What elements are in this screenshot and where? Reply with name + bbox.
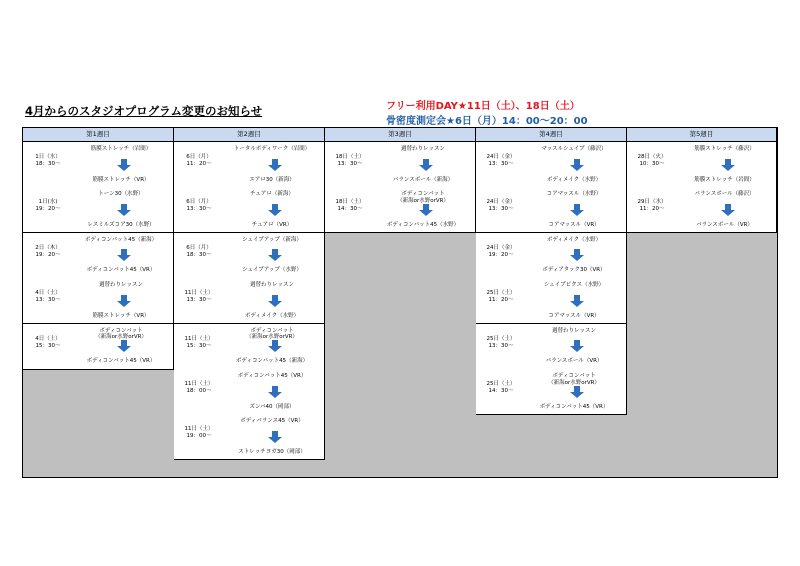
week-header: 第1週目	[23, 128, 174, 142]
entry-date: 18日（土） 14：30～	[335, 199, 365, 213]
entry-date: 25日（土） 14：30～	[486, 381, 516, 394]
free-day-notice: フリー利用DAY★11日（土）、18日（土）	[386, 101, 580, 112]
schedule-entry	[627, 142, 777, 188]
program-before: 筋膜ストレッチ（岩間）	[90, 146, 152, 152]
arrow-down-icon	[721, 204, 735, 216]
schedule-entry	[23, 278, 174, 324]
schedule-entry	[174, 414, 325, 460]
schedule-entry	[174, 142, 325, 188]
program-after: ボディコンバット45（新海）	[235, 358, 309, 365]
entry-date: 29日（水） 11：20～	[637, 199, 667, 213]
arrow-down-icon	[268, 249, 282, 261]
program-after: ストレッチヨガ30（岡部）	[238, 448, 306, 455]
arrow-down-icon	[117, 295, 131, 307]
entry-date: 28日（火） 10：30～	[637, 154, 667, 167]
arrow-down-icon	[570, 204, 584, 216]
arrow-down-icon	[268, 431, 282, 443]
entry-date: 4日（土） 15：30～	[35, 335, 61, 349]
program-after: バランスボール（VR）	[696, 221, 753, 228]
arrow-down-icon	[570, 386, 584, 398]
page-title: 4月からのスタジオプログラム変更のお知らせ	[25, 104, 263, 118]
entry-date: 4日（土） 13：30～	[35, 290, 61, 304]
program-before: ボディコンバット45（VR）	[237, 373, 307, 379]
program-before: 筋膜ストレッチ（藤沢）	[694, 146, 755, 152]
arrow-down-icon	[419, 159, 433, 171]
program-before: 週替わりレッスン	[250, 282, 294, 289]
program-after: ボディメイク（水野）	[546, 176, 602, 183]
program-after: ボディメイク（水野）	[244, 312, 300, 319]
arrow-down-icon	[117, 159, 131, 171]
program-after: ボディコンバット45（水野）	[386, 221, 460, 228]
schedule-grid	[22, 127, 778, 478]
program-after: チュアロ（VR）	[251, 221, 293, 228]
program-before: マッスルシェイプ（藤沢）	[541, 146, 607, 152]
schedule-entry	[476, 278, 627, 324]
entry-date: 1日（水） 18：30～	[35, 154, 61, 167]
arrow-down-icon	[419, 204, 433, 216]
entry-date: 2日（木） 19：20～	[35, 244, 61, 258]
schedule-entry	[23, 233, 174, 279]
program-after: バランスボール（新海）	[392, 176, 454, 183]
bone-density-notice: 骨密度測定会★6日（月）14：00～20：00	[386, 116, 588, 127]
arrow-down-icon	[117, 204, 131, 216]
week-header: 第4週目	[476, 128, 627, 142]
program-after: ボディアタック30（VR）	[542, 267, 606, 274]
arrow-down-icon	[570, 340, 584, 352]
schedule-entry	[23, 142, 174, 188]
entry-date: 11日（土） 13：30～	[184, 290, 214, 304]
schedule-entry	[627, 187, 777, 233]
program-before: 週替わりレッスン	[99, 282, 143, 289]
schedule-entry	[23, 324, 174, 370]
arrow-down-icon	[570, 159, 584, 171]
entry-date: 1日(水) 19：20～	[35, 199, 61, 213]
arrow-down-icon	[570, 295, 584, 307]
schedule-entry	[23, 187, 174, 233]
schedule-entry	[174, 369, 325, 415]
program-before: ボディメイク（水野）	[546, 236, 602, 243]
entry-date: 25日（土） 13：30～	[486, 335, 516, 349]
arrow-down-icon	[570, 249, 584, 261]
entry-date: 24日（金） 13：30～	[486, 199, 516, 213]
schedule-entry	[325, 187, 476, 233]
entry-date: 18日（土） 13：30～	[335, 154, 365, 167]
program-after: ボディコンバット45（VR）	[86, 358, 156, 365]
entry-date: 6日（月） 18：30～	[186, 244, 212, 258]
schedule-entry	[174, 324, 325, 370]
program-before: ボディコンバット （新海or水野orVR）	[246, 327, 298, 341]
arrow-down-icon	[268, 295, 282, 307]
program-before: ボディバランス45（VR）	[240, 418, 304, 425]
program-before: ボディコンバット （新海or水野orVR）	[95, 327, 147, 341]
arrow-down-icon	[117, 249, 131, 261]
program-before: ボディコンバット45（新海）	[84, 236, 158, 243]
program-after: エアロ30（新海）	[249, 176, 295, 183]
entry-date: 24日（金） 19：20～	[486, 244, 516, 258]
program-before: トータルボディワーク（岩間）	[233, 146, 311, 152]
program-before: 週替わりレッスン	[552, 327, 596, 334]
schedule-entry	[174, 233, 325, 279]
program-before: チュアロ（新海）	[250, 191, 294, 198]
entry-date: 6日（月） 13：30～	[186, 199, 212, 213]
entry-date: 11日（土） 19：00～	[184, 426, 214, 440]
program-after: コアマッスル（VR）	[548, 312, 600, 319]
week-header: 第2週目	[174, 128, 325, 142]
program-before: ボディコンバット （新海or水野orVR）	[548, 373, 600, 386]
program-after: ボディコンバット45（VR）	[86, 267, 156, 274]
program-before: シェイプビクス（水野）	[543, 282, 605, 289]
arrow-down-icon	[268, 159, 282, 171]
program-after: シェイプアップ（水野）	[242, 267, 302, 274]
program-after: バランスボール（VR）	[545, 358, 603, 365]
program-after: ボディコンバット45（VR）	[539, 403, 609, 410]
schedule-entry	[476, 324, 627, 370]
program-after: 筋膜ストレッチ（VR）	[92, 176, 150, 183]
program-after: コアマッスル（VR）	[548, 221, 600, 228]
program-before: コアマッスル（水野）	[546, 191, 602, 198]
program-before: バランスボール（藤沢）	[694, 191, 755, 198]
entry-date: 6日（月） 11：20～	[186, 154, 212, 167]
arrow-down-icon	[117, 340, 131, 352]
entry-date: 11日（土） 18：00～	[184, 381, 214, 394]
week-header: 第3週目	[325, 128, 476, 142]
arrow-down-icon	[268, 204, 282, 216]
entry-date: 25日（土） 11：20～	[486, 290, 516, 304]
program-before: ボディコンバット （新海or水野orVR）	[397, 191, 449, 204]
program-before: トーン30（水野）	[98, 191, 144, 198]
program-after: 筋膜ストレッチ（岩間）	[694, 176, 755, 183]
arrow-down-icon	[268, 340, 282, 352]
schedule-entry	[476, 369, 627, 415]
arrow-down-icon	[721, 159, 735, 171]
entry-date: 24日（金） 13：30～	[486, 154, 516, 167]
program-before: 週替わりレッスン	[401, 146, 445, 152]
program-before: シェイプアップ（新海）	[242, 236, 302, 243]
schedule-entry	[476, 233, 627, 279]
schedule-entry	[174, 187, 325, 233]
arrow-down-icon	[268, 386, 282, 398]
schedule-entry	[476, 187, 627, 233]
program-after: ズンバ40（岡部）	[249, 403, 295, 410]
schedule-entry	[325, 142, 476, 188]
program-after: レスミルズコア30（水野）	[87, 221, 155, 228]
week-header: 第5週目	[627, 128, 777, 142]
entry-date: 11日（土） 15：30～	[184, 335, 214, 349]
schedule-entry	[174, 278, 325, 324]
schedule-entry	[476, 142, 627, 188]
program-after: 筋膜ストレッチ（VR）	[92, 312, 150, 319]
